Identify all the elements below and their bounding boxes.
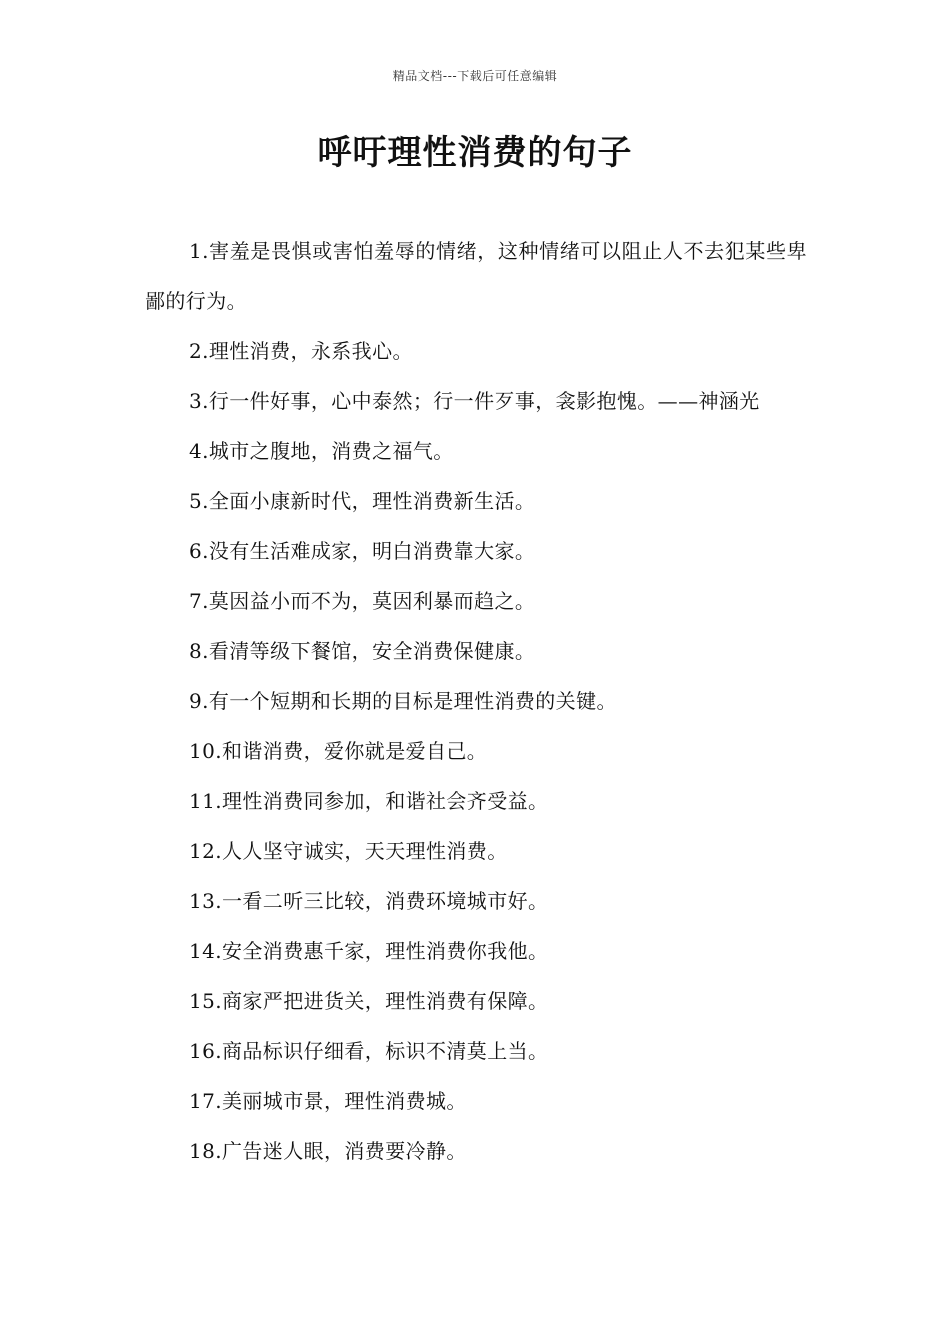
paragraph-8: 8.看清等级下餐馆，安全消费保健康。 <box>189 639 536 663</box>
paragraph-1: 1.害羞是畏惧或害怕羞辱的情绪，这种情绪可以阻止人不去犯某些卑鄙的行为。 <box>145 239 807 313</box>
paragraph-9: 9.有一个短期和长期的目标是理性消费的关键。 <box>189 689 617 713</box>
paragraph-15: 15.商家严把进货关，理性消费有保障。 <box>189 989 549 1013</box>
document-title: 呼吁理性消费的句子 <box>317 133 633 173</box>
paragraph-6: 6.没有生活难成家，明白消费靠大家。 <box>189 539 536 563</box>
paragraph-4: 4.城市之腹地，消费之福气。 <box>189 439 454 463</box>
paragraph-10: 10.和谐消费，爱你就是爱自己。 <box>189 739 488 763</box>
paragraph-7: 7.莫因益小而不为，莫因利暴而趋之。 <box>189 589 536 613</box>
paragraph-18: 18.广告迷人眼，消费要冷静。 <box>189 1139 467 1163</box>
paragraph-5: 5.全面小康新时代，理性消费新生活。 <box>189 489 536 513</box>
paragraph-13: 13.一看二听三比较，消费环境城市好。 <box>189 889 549 913</box>
paragraph-17: 17.美丽城市景，理性消费城。 <box>189 1089 467 1113</box>
paragraph-3: 3.行一件好事，心中泰然；行一件歹事，衾影抱愧。——神涵光 <box>189 389 760 413</box>
paragraph-11: 11.理性消费同参加，和谐社会齐受益。 <box>189 789 549 813</box>
paragraph-16: 16.商品标识仔细看，标识不清莫上当。 <box>189 1039 549 1063</box>
paragraph-14: 14.安全消费惠千家，理性消费你我他。 <box>189 939 549 963</box>
document-body <box>145 226 807 1176</box>
paragraph-12: 12.人人坚守诚实，天天理性消费。 <box>189 839 508 863</box>
page-header-note: 精品文档---下载后可任意编辑 <box>392 69 558 83</box>
paragraph-2: 2.理性消费，永系我心。 <box>189 339 413 363</box>
